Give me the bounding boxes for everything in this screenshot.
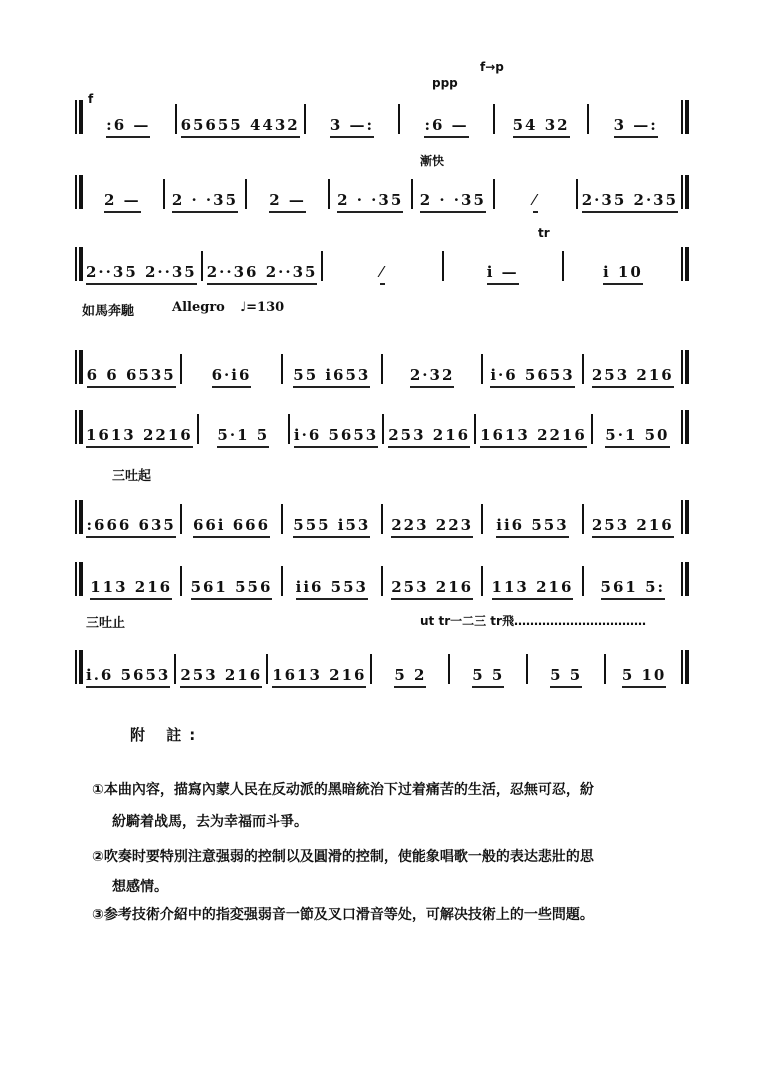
barline — [604, 654, 606, 684]
barline — [381, 354, 383, 384]
santu-stop-label: 三吐止 — [86, 616, 126, 631]
measure — [417, 191, 490, 209]
measure — [499, 191, 572, 209]
measure-notes: 2 · ·35 — [420, 191, 486, 213]
measure-notes: 2··36 2··35 — [207, 263, 318, 285]
measure-notes: 2 · ·35 — [172, 191, 238, 213]
measure — [186, 578, 276, 596]
measure — [480, 426, 587, 444]
barline — [681, 100, 689, 134]
measure — [487, 516, 577, 534]
tempo-expression: 如馬奔馳 — [82, 304, 135, 319]
measure-notes: :666 635 — [86, 516, 175, 538]
barline — [75, 247, 83, 281]
score-row — [72, 562, 692, 596]
measure-notes: 2·32 — [410, 366, 455, 388]
measure-notes: 555 i53 — [293, 516, 370, 538]
measure — [388, 426, 470, 444]
measure-notes: 6·i6 — [212, 366, 252, 388]
measure — [86, 263, 197, 281]
measure-notes: 253 216 — [592, 516, 674, 538]
barline — [582, 504, 584, 534]
barline — [481, 354, 483, 384]
measure — [251, 191, 324, 209]
measure — [86, 116, 171, 134]
barline — [174, 654, 176, 684]
santu-start-label: 三吐起 — [112, 469, 152, 484]
barline — [175, 104, 177, 134]
barline — [75, 410, 83, 444]
barline — [281, 566, 283, 596]
measure — [327, 263, 437, 281]
measure-notes: ⁄ — [533, 191, 538, 213]
measure — [186, 516, 276, 534]
barline — [493, 179, 495, 209]
barline — [582, 566, 584, 596]
measure-notes: i — — [487, 263, 519, 285]
tempo-bpm: ♩=130 — [240, 300, 285, 315]
measure-notes: 2·35 2·35 — [582, 191, 678, 213]
score-row — [72, 100, 692, 134]
barline — [180, 504, 182, 534]
dynamic-ppp: ppp — [432, 76, 458, 90]
measure-notes: 65655 4432 — [181, 116, 300, 138]
technique-label: ut tr一二三 tr飛…………………………… — [420, 614, 646, 628]
barline — [75, 350, 83, 384]
measure — [86, 191, 159, 209]
measure — [169, 191, 242, 209]
measure — [180, 666, 262, 684]
measure-notes: 5 5 — [550, 666, 582, 688]
note-line: ③参考技術介紹中的指変强弱音一節及叉口滑音等处，可解决技術上的一些問題。 — [92, 907, 594, 923]
measure — [310, 116, 395, 134]
measure — [334, 191, 407, 209]
measure-notes: 2··35 2··35 — [86, 263, 197, 285]
measure — [207, 263, 318, 281]
barline — [576, 179, 578, 209]
score-row — [72, 175, 692, 209]
measure-notes: 3 —: — [614, 116, 658, 138]
measure-notes: ii6 553 — [296, 578, 368, 600]
measure — [588, 516, 678, 534]
barline — [681, 175, 689, 209]
measure — [404, 116, 489, 134]
measure-notes: 113 216 — [90, 578, 172, 600]
measure — [487, 578, 577, 596]
accelerando-mark: 漸快 — [420, 154, 445, 168]
measure-notes: i 10 — [603, 263, 643, 285]
notes-heading: 附 註: — [130, 726, 204, 744]
measure — [387, 366, 477, 384]
barline — [562, 251, 564, 281]
score-row — [72, 500, 692, 534]
measure — [287, 366, 377, 384]
barline — [681, 500, 689, 534]
measure — [86, 578, 176, 596]
measure — [203, 426, 284, 444]
measure-notes: 5 10 — [622, 666, 667, 688]
measure — [610, 666, 678, 684]
barline — [526, 654, 528, 684]
measure — [272, 666, 366, 684]
measure-notes: :6 — — [424, 116, 468, 138]
measure — [287, 516, 377, 534]
measure — [181, 116, 300, 134]
measure-notes: 253 216 — [388, 426, 470, 448]
barline — [75, 175, 83, 209]
barline — [381, 566, 383, 596]
measure-notes: i.6 5653 — [86, 666, 170, 688]
measure-notes: i·6 5653 — [490, 366, 574, 388]
measure — [588, 578, 678, 596]
barline — [591, 414, 593, 444]
measure-notes: 5·1 5 — [217, 426, 269, 448]
barline — [448, 654, 450, 684]
score-row — [72, 247, 692, 281]
barline — [75, 562, 83, 596]
barline — [201, 251, 203, 281]
barline — [304, 104, 306, 134]
barline — [411, 179, 413, 209]
barline — [75, 500, 83, 534]
barline — [180, 566, 182, 596]
barline — [75, 100, 83, 134]
measure — [448, 263, 558, 281]
barline — [328, 179, 330, 209]
measure-notes: 5 2 — [394, 666, 426, 688]
measure-notes: 55 i653 — [293, 366, 370, 388]
measure-notes: ⁄ — [380, 263, 385, 285]
measure — [86, 666, 170, 684]
barline — [681, 410, 689, 444]
measure — [86, 426, 193, 444]
measure-notes: ii6 553 — [496, 516, 568, 538]
barline — [321, 251, 323, 281]
barline — [582, 354, 584, 384]
measure-notes: 54 32 — [513, 116, 570, 138]
barline — [442, 251, 444, 281]
dynamic-f: f — [88, 92, 94, 106]
measure-notes: 561 556 — [191, 578, 273, 600]
barline — [681, 247, 689, 281]
measure-notes: 5·1 50 — [605, 426, 669, 448]
measure-notes: 1613 2216 — [86, 426, 193, 448]
dynamic-f-to-p: f→p — [480, 60, 504, 74]
measure-notes: 1613 2216 — [480, 426, 587, 448]
barline — [381, 504, 383, 534]
measure-notes: i·6 5653 — [294, 426, 378, 448]
measure — [582, 191, 678, 209]
measure — [597, 426, 678, 444]
barline — [382, 414, 384, 444]
measure-notes: 2 — — [104, 191, 141, 213]
barline — [493, 104, 495, 134]
measure — [387, 516, 477, 534]
measure-notes: 1613 216 — [272, 666, 366, 688]
measure — [532, 666, 600, 684]
barline — [281, 504, 283, 534]
measure — [294, 426, 378, 444]
barline — [266, 654, 268, 684]
barline — [370, 654, 372, 684]
measure-notes: 6 6 6535 — [87, 366, 176, 388]
measure — [376, 666, 444, 684]
note-line: 紛騎着战馬，去为幸福而斗爭。 — [112, 814, 308, 830]
tempo-marking: Allegro — [172, 300, 225, 315]
measure-notes: 2 · ·35 — [337, 191, 403, 213]
score-row — [72, 350, 692, 384]
measure — [186, 366, 276, 384]
barline — [398, 104, 400, 134]
measure-notes: :6 — — [106, 116, 150, 138]
barline — [163, 179, 165, 209]
note-line: ①本曲內容，描寫內蒙人民在反动派的黑暗統治下过着痛苦的生活，忍無可忍，紛 — [92, 782, 594, 798]
barline — [180, 354, 182, 384]
measure-notes: 253 216 — [391, 578, 473, 600]
barline — [587, 104, 589, 134]
note-line: 想感情。 — [112, 879, 168, 895]
measure — [499, 116, 584, 134]
measure — [454, 666, 522, 684]
measure-notes: 5 5 — [472, 666, 504, 688]
measure — [86, 516, 176, 534]
measure-notes: 2 — — [269, 191, 306, 213]
measure-notes: 3 —: — [330, 116, 374, 138]
measure-notes: 66i 666 — [193, 516, 270, 538]
measure — [487, 366, 577, 384]
measure — [588, 366, 678, 384]
barline — [288, 414, 290, 444]
score-row — [72, 410, 692, 444]
score-row — [72, 650, 692, 684]
measure-notes: 253 216 — [592, 366, 674, 388]
measure — [86, 366, 176, 384]
measure-notes: 113 216 — [492, 578, 574, 600]
barline — [681, 350, 689, 384]
measure-notes: 223 223 — [391, 516, 473, 538]
barline — [481, 566, 483, 596]
trill-mark: tr — [538, 226, 550, 240]
measure-notes: 253 216 — [180, 666, 262, 688]
barline — [197, 414, 199, 444]
barline — [245, 179, 247, 209]
measure — [568, 263, 678, 281]
barline — [281, 354, 283, 384]
measure-notes: 561 5: — [601, 578, 666, 600]
barline — [681, 650, 689, 684]
barline — [75, 650, 83, 684]
note-line: ②吹奏时要特別注意强弱的控制以及圓滑的控制，使能象唱歌一般的表达悲壯的思 — [92, 849, 594, 865]
measure — [387, 578, 477, 596]
measure — [287, 578, 377, 596]
barline — [681, 562, 689, 596]
barline — [474, 414, 476, 444]
barline — [481, 504, 483, 534]
measure — [593, 116, 678, 134]
